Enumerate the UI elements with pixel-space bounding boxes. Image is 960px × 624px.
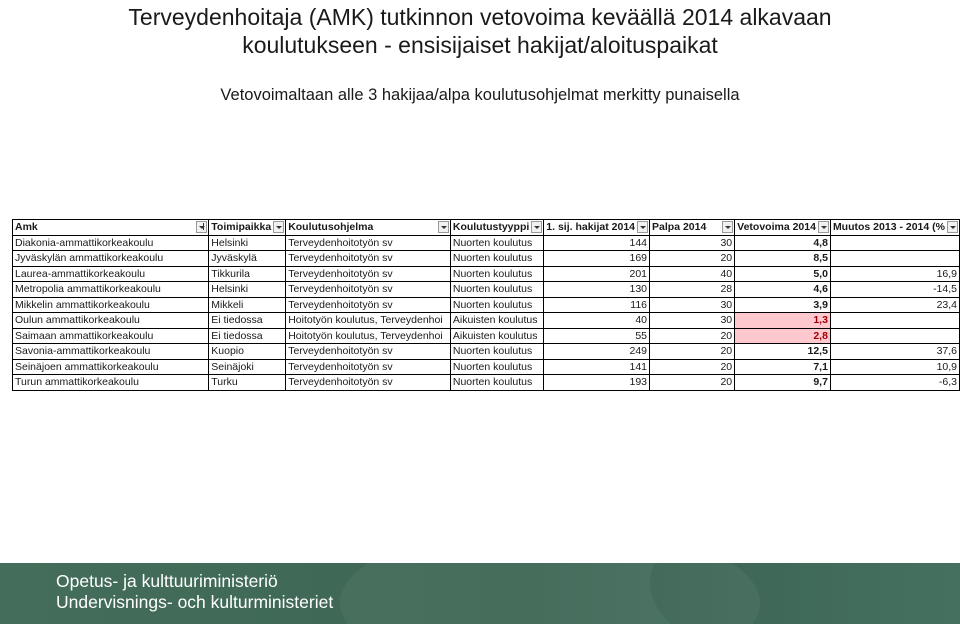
cell-vetovoima[interactable]: 4,6 (735, 282, 831, 298)
filter-dropdown-icon[interactable] (637, 221, 648, 233)
cell-palpa[interactable]: 20 (650, 251, 735, 267)
cell-muutos[interactable] (830, 328, 959, 344)
cell-koulutusohjelma[interactable]: Terveydenhoitotyön sv (286, 251, 451, 267)
cell-toimipaikka[interactable]: Seinäjoki (209, 359, 286, 375)
cell-toimipaikka[interactable]: Turku (209, 375, 286, 391)
cell-amk[interactable]: Metropolia ammattikorkeakoulu (13, 282, 209, 298)
table-row (13, 235, 960, 251)
cell-hakijat[interactable]: 249 (544, 344, 650, 360)
cell-koulutustyyppi[interactable]: Nuorten koulutus (450, 297, 543, 313)
cell-koulutustyyppi[interactable]: Nuorten koulutus (450, 251, 543, 267)
cell-vetovoima[interactable]: 7,1 (735, 359, 831, 375)
cell-koulutustyyppi[interactable]: Nuorten koulutus (450, 235, 543, 251)
cell-toimipaikka[interactable]: Tikkurila (209, 266, 286, 282)
subtitle: Vetovoimaltaan alle 3 hakijaa/alpa koulutusohjelmat merkitty punaisella (220, 86, 740, 104)
header-muutos: Muutos 2013 - 2014 (% (830, 220, 959, 236)
filter-dropdown-icon[interactable] (818, 221, 829, 233)
cell-vetovoima[interactable]: 1,3 (735, 313, 831, 329)
header-koulutustyyppi: Koulutustyyppi (450, 220, 543, 236)
cell-koulutustyyppi[interactable]: Nuorten koulutus (450, 344, 543, 360)
cell-amk[interactable]: Saimaan ammattikorkeakoulu (13, 328, 209, 344)
cell-toimipaikka[interactable]: Jyväskylä (209, 251, 286, 267)
cell-amk[interactable]: Jyväskylän ammattikorkeakoulu (13, 251, 209, 267)
cell-koulutusohjelma[interactable]: Terveydenhoitotyön sv (286, 297, 451, 313)
cell-muutos[interactable] (830, 251, 959, 267)
cell-muutos[interactable]: 16,9 (830, 266, 959, 282)
cell-hakijat[interactable]: 40 (544, 313, 650, 329)
cell-hakijat[interactable]: 144 (544, 235, 650, 251)
cell-muutos[interactable]: -14,5 (830, 282, 959, 298)
cell-koulutusohjelma[interactable]: Terveydenhoitotyön sv (286, 344, 451, 360)
cell-toimipaikka[interactable]: Ei tiedossa (209, 313, 286, 329)
cell-amk[interactable]: Seinäjoen ammattikorkeakoulu (13, 359, 209, 375)
table-row (13, 375, 960, 391)
title-line-2: koulutukseen - ensisijaiset hakijat/aloituspaikat (242, 32, 718, 58)
table-row (13, 282, 960, 298)
cell-palpa[interactable]: 20 (650, 375, 735, 391)
cell-vetovoima[interactable]: 9,7 (735, 375, 831, 391)
data-table (12, 219, 960, 391)
cell-amk[interactable]: Diakonia-ammattikorkeakoulu (13, 235, 209, 251)
table-row (13, 328, 960, 344)
cell-toimipaikka[interactable]: Kuopio (209, 344, 286, 360)
cell-vetovoima[interactable]: 3,9 (735, 297, 831, 313)
table-row (13, 359, 960, 375)
cell-koulutusohjelma[interactable]: Terveydenhoitotyön sv (286, 235, 451, 251)
cell-palpa[interactable]: 30 (650, 297, 735, 313)
table-row (13, 313, 960, 329)
ministry-name-fi: Opetus- ja kulttuuriministeriö (56, 571, 278, 591)
cell-koulutustyyppi[interactable]: Nuorten koulutus (450, 375, 543, 391)
header-vetovoima: Vetovoima 2014 (735, 220, 831, 236)
filter-dropdown-icon[interactable] (196, 221, 207, 233)
cell-koulutustyyppi[interactable]: Aikuisten koulutus (450, 328, 543, 344)
filter-dropdown-icon[interactable] (531, 221, 542, 233)
title-line-1: Terveydenhoitaja (AMK) tutkinnon vetovoima keväällä 2014 alkavaan (128, 4, 832, 30)
cell-amk[interactable]: Mikkelin ammattikorkeakoulu (13, 297, 209, 313)
header-toimipaikka: Toimipaikka (209, 220, 286, 236)
cell-amk[interactable]: Turun ammattikorkeakoulu (13, 375, 209, 391)
cell-muutos[interactable] (830, 235, 959, 251)
cell-palpa[interactable]: 20 (650, 344, 735, 360)
table-row (13, 251, 960, 267)
cell-vetovoima[interactable]: 12,5 (735, 344, 831, 360)
header-koulutusohjelma: Koulutusohjelma (286, 220, 451, 236)
cell-koulutusohjelma[interactable]: Terveydenhoitotyön sv (286, 266, 451, 282)
ministry-logo-text (56, 571, 333, 613)
cell-koulutusohjelma[interactable]: Terveydenhoitotyön sv (286, 282, 451, 298)
filter-dropdown-icon[interactable] (722, 221, 733, 233)
cell-hakijat[interactable]: 130 (544, 282, 650, 298)
cell-koulutusohjelma[interactable]: Terveydenhoitotyön sv (286, 359, 451, 375)
cell-palpa[interactable]: 28 (650, 282, 735, 298)
cell-vetovoima[interactable]: 5,0 (735, 266, 831, 282)
cell-toimipaikka[interactable]: Ei tiedossa (209, 328, 286, 344)
cell-vetovoima[interactable]: 8,5 (735, 251, 831, 267)
cell-hakijat[interactable]: 193 (544, 375, 650, 391)
filter-dropdown-icon[interactable] (947, 221, 958, 233)
cell-vetovoima[interactable]: 4,8 (735, 235, 831, 251)
cell-palpa[interactable]: 20 (650, 359, 735, 375)
cell-amk[interactable]: Laurea-ammattikorkeakoulu (13, 266, 209, 282)
cell-toimipaikka[interactable]: Mikkeli (209, 297, 286, 313)
cell-hakijat[interactable]: 55 (544, 328, 650, 344)
cell-hakijat[interactable]: 201 (544, 266, 650, 282)
cell-amk[interactable]: Oulun ammattikorkeakoulu (13, 313, 209, 329)
cell-hakijat[interactable]: 169 (544, 251, 650, 267)
cell-koulutusohjelma[interactable]: Hoitotyön koulutus, Terveydenhoi (286, 313, 451, 329)
cell-hakijat[interactable]: 141 (544, 359, 650, 375)
cell-koulutustyyppi[interactable]: Nuorten koulutus (450, 282, 543, 298)
cell-koulutusohjelma[interactable]: Terveydenhoitotyön sv (286, 375, 451, 391)
cell-vetovoima[interactable]: 2,8 (735, 328, 831, 344)
footer-banner (0, 563, 960, 624)
cell-palpa[interactable]: 40 (650, 266, 735, 282)
cell-muutos[interactable] (830, 313, 959, 329)
page-title (0, 0, 960, 59)
cell-toimipaikka[interactable]: Helsinki (209, 282, 286, 298)
footer-decoration (650, 563, 960, 624)
cell-koulutusohjelma[interactable]: Hoitotyön koulutus, Terveydenhoi (286, 328, 451, 344)
cell-muutos[interactable]: 23,4 (830, 297, 959, 313)
cell-koulutustyyppi[interactable]: Nuorten koulutus (450, 359, 543, 375)
cell-palpa[interactable]: 20 (650, 328, 735, 344)
cell-palpa[interactable]: 30 (650, 235, 735, 251)
cell-koulutustyyppi[interactable]: Aikuisten koulutus (450, 313, 543, 329)
table-row (13, 266, 960, 282)
header-palpa: Palpa 2014 (650, 220, 735, 236)
cell-palpa[interactable]: 30 (650, 313, 735, 329)
header-hakijat: 1. sij. hakijat 2014 (544, 220, 650, 236)
cell-muutos[interactable]: 37,6 (830, 344, 959, 360)
cell-muutos[interactable]: -6,3 (830, 375, 959, 391)
filter-dropdown-icon[interactable] (438, 221, 449, 233)
cell-hakijat[interactable]: 116 (544, 297, 650, 313)
cell-muutos[interactable]: 10,9 (830, 359, 959, 375)
filter-dropdown-icon[interactable] (273, 221, 284, 233)
ministry-name-sv: Undervisnings- och kulturministeriet (56, 592, 334, 612)
cell-toimipaikka[interactable]: Helsinki (209, 235, 286, 251)
cell-koulutustyyppi[interactable]: Nuorten koulutus (450, 266, 543, 282)
header-amk: Amk (13, 220, 209, 236)
table-body (13, 235, 960, 390)
cell-amk[interactable]: Savonia-ammattikorkeakoulu (13, 344, 209, 360)
header-row (13, 220, 960, 236)
table-row (13, 297, 960, 313)
table-row (13, 344, 960, 360)
